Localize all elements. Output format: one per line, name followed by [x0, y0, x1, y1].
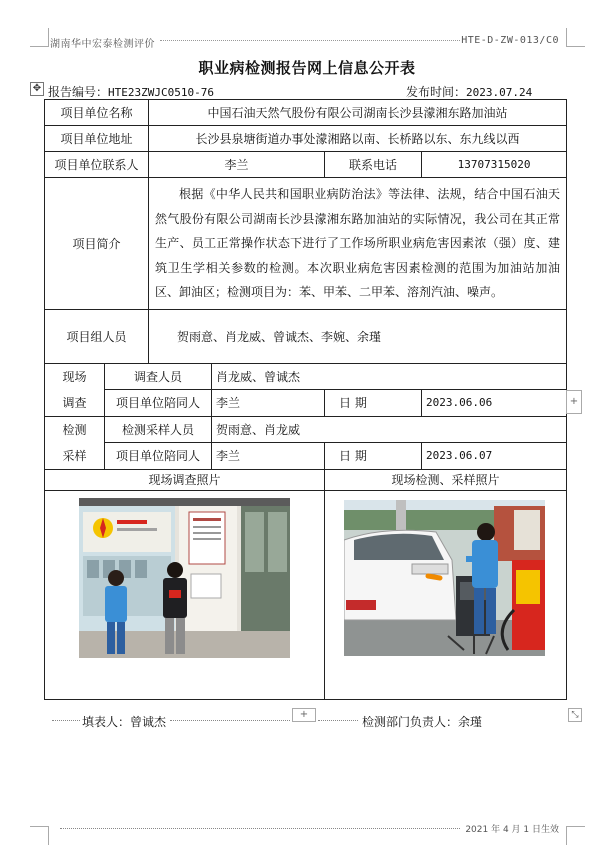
test-section-label [45, 416, 105, 469]
address-value: 长沙县泉塘街道办事处濛湘路以南、长桥路以东、东九线以西 [149, 126, 567, 152]
report-number-label: 报告编号： [48, 85, 109, 99]
page-title: 职业病检测报告网上信息公开表 [198, 59, 416, 77]
test-label-line2: 采样 [62, 448, 87, 463]
table-add-column-plus-icon[interactable]: + [566, 390, 582, 414]
intro-label: 项目简介 [45, 178, 149, 310]
publish-time-label: 发布时间： [406, 85, 467, 99]
intro-text: 根据《中华人民共和国职业病防治法》等法律、法规，结合中国石油天然气股份有限公司湖南长沙县濛湘东路加油站的实际情况，我公司在其正常生产、员工正常操作状态下进行了工作场所职业病危害因素浓（强）度、建筑卫生学相关参数的检测。本次职业病危害因素检测的范围为加油站加油区、卸油区；检测项目为：苯、甲苯、二甲苯、溶剂汽油、噪声。 [149, 178, 567, 310]
test-photo [344, 500, 545, 656]
publish-time [406, 83, 532, 100]
contact-label: 项目单位联系人 [45, 152, 149, 178]
survey-escort-label: 项目单位陪同人 [105, 390, 212, 417]
survey-label-line2: 调查 [62, 395, 87, 410]
test-escort-value: 李兰 [212, 443, 325, 470]
surveyors-label: 调查人员 [105, 363, 212, 390]
department-head-label: 检测部门负责人： [362, 715, 459, 729]
photo-survey-title: 现场调查照片 [45, 469, 325, 490]
members-value: 贺雨意、肖龙威、曾诚杰、李婉、余瑾 [149, 309, 567, 363]
contact-value: 李兰 [149, 152, 325, 178]
survey-date-value: 2023.06.06 [422, 390, 567, 417]
unit-name-label: 项目单位名称 [45, 100, 149, 126]
address-label: 项目单位地址 [45, 126, 149, 152]
test-escort-label: 项目单位陪同人 [105, 443, 212, 470]
survey-date-label: 日 期 [325, 390, 422, 417]
survey-section-label [45, 363, 105, 416]
members-label: 项目组人员 [45, 309, 149, 363]
footer-dots-mid2 [318, 720, 358, 721]
samplers-label: 检测采样人员 [105, 416, 212, 443]
publish-time-value: 2023.07.24 [466, 86, 533, 99]
surveyors-value: 肖龙威、曾诚杰 [212, 363, 567, 390]
test-label-line1: 检测 [62, 422, 87, 437]
phone-value: 13707315020 [422, 152, 567, 178]
photo-test-title: 现场检测、采样照片 [325, 469, 567, 490]
filler-value: 曾诚杰 [130, 715, 167, 729]
margin-corner-top-right [566, 28, 585, 47]
header-divider [160, 40, 460, 41]
report-number-value: HTE23ZWJC0510-76 [108, 86, 214, 99]
survey-label-line1: 现场 [62, 369, 87, 384]
table-resize-handle-icon[interactable]: ⤡ [568, 708, 582, 722]
unit-name-value: 中国石油天然气股份有限公司湖南长沙县濛湘东路加油站 [149, 100, 567, 126]
report-number [48, 83, 214, 100]
header-doc-code: HTE-D-ZW-013/C0 [461, 35, 559, 46]
margin-corner-bottom-left [30, 826, 49, 845]
phone-label: 联系电话 [325, 152, 422, 178]
footer-dots-left [52, 720, 80, 721]
survey-photo [79, 498, 290, 658]
filler-label: 填表人： [82, 715, 131, 729]
survey-escort-value: 李兰 [212, 390, 325, 417]
header-company: 湖南华中宏泰检测评价 [50, 39, 155, 50]
filler [82, 713, 166, 730]
margin-corner-bottom-right [566, 826, 585, 845]
effective-date: 2021 年 4 月 1 日生效 [465, 825, 559, 835]
table-add-row-plus-icon[interactable]: + [292, 708, 316, 722]
test-date-value: 2023.06.07 [422, 443, 567, 470]
footer-dots-mid1 [170, 720, 290, 721]
department-head-value: 余瑾 [458, 715, 483, 729]
test-date-label: 日 期 [325, 443, 422, 470]
margin-corner-top-left [30, 28, 49, 47]
bottom-divider [60, 828, 460, 829]
table-move-handle-icon[interactable]: ✥ [30, 82, 44, 96]
department-head [362, 713, 482, 730]
samplers-value: 贺雨意、肖龙威 [212, 416, 567, 443]
